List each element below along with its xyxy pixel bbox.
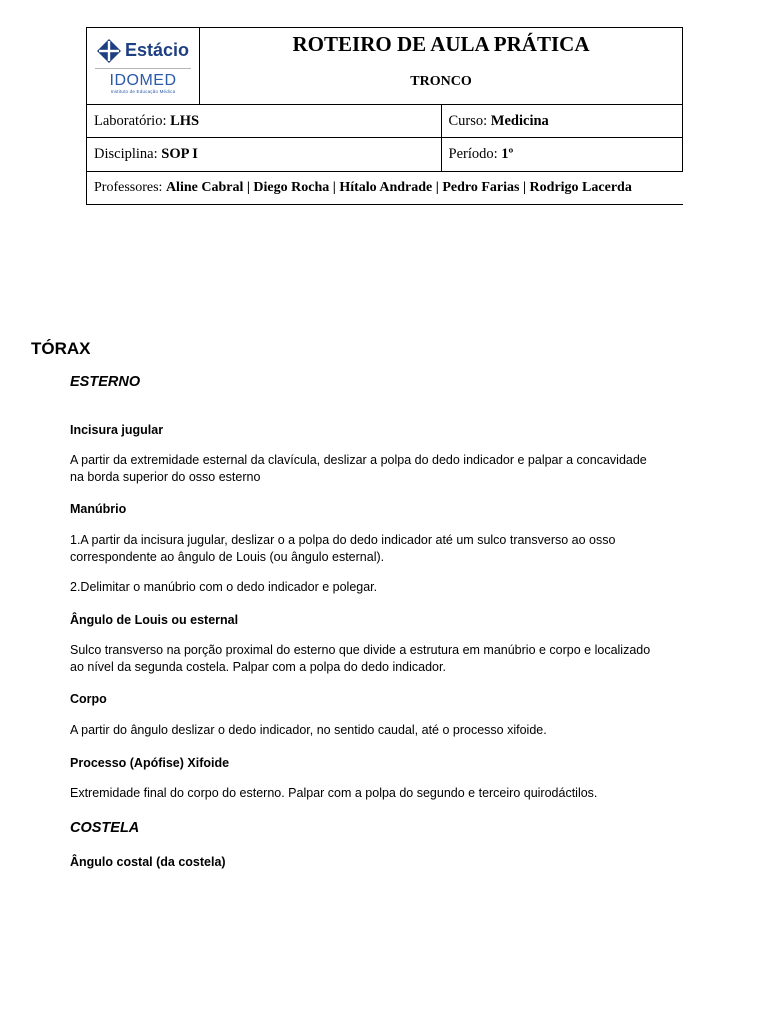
- heading-incisura-jugular: Incisura jugular: [70, 423, 164, 437]
- section-title-torax: TÓRAX: [31, 339, 91, 358]
- subsection-costela: COSTELA: [70, 820, 140, 836]
- text-manubrio-1: 1.A partir da incisura jugular, deslizar o a polpa do dedo indicador até um sulco transverso ao osso correspondente ao ângulo de Louis (ou ângulo esternal).: [70, 533, 616, 564]
- text-corpo: A partir do ângulo deslizar o dedo indicador, no sentido caudal, até o processo xifoide.: [70, 723, 547, 737]
- estacio-logo: [97, 39, 189, 63]
- document-subtitle: TRONCO: [410, 74, 472, 89]
- text-incisura-jugular: A partir da extremidade esternal da clavícula, deslizar a polpa do dedo indicador e palpar a concavidade na borda superior do osso esterno: [70, 453, 647, 484]
- title-cell: [200, 28, 683, 105]
- laboratorio-value: LHS: [170, 112, 200, 129]
- laboratorio-cell: [87, 105, 442, 138]
- laboratorio-label: Laboratório:: [94, 112, 167, 129]
- text-processo-xifoide: Extremidade final do corpo do esterno. Palpar com a polpa do segundo e terceiro quirodáctilos.: [70, 786, 598, 800]
- logo-divider: [95, 68, 191, 69]
- professores-value: Aline Cabral | Diego Rocha | Hítalo Andrade | Pedro Farias | Rodrigo Lacerda: [165, 180, 632, 195]
- document-title: ROTEIRO DE AULA PRÁTICA: [292, 32, 590, 56]
- institution-logo: [87, 28, 199, 104]
- subsection-esterno: ESTERNO: [70, 374, 141, 390]
- heading-corpo: Corpo: [70, 692, 107, 706]
- disciplina-cell: [87, 138, 442, 172]
- curso-value: Medicina: [490, 112, 549, 129]
- periodo-cell: [441, 138, 683, 172]
- professores-label: Professores:: [94, 180, 163, 195]
- header-table: [86, 27, 683, 205]
- text-manubrio-2: 2.Delimitar o manúbrio com o dedo indicador e polegar.: [70, 580, 378, 594]
- heading-manubrio: Manúbrio: [70, 502, 127, 516]
- heading-angulo-louis: Ângulo de Louis ou esternal: [70, 613, 239, 627]
- disciplina-value: SOP I: [161, 146, 198, 162]
- heading-angulo-costal: Ângulo costal (da costela): [70, 855, 226, 869]
- logo-cell: [87, 28, 200, 105]
- periodo-label: Período:: [448, 146, 498, 162]
- estacio-diamond-icon: [97, 39, 121, 63]
- heading-processo-xifoide: Processo (Apófise) Xifoide: [70, 756, 230, 770]
- estacio-wordmark: Estácio: [124, 40, 190, 60]
- text-angulo-louis: Sulco transverso na porção proximal do esterno que divide a estrutura em manúbrio e corpo e localizado ao nível da segunda costela. Palpar com a polpa do dedo indicador.: [70, 643, 651, 674]
- idomed-tagline: Instituto de Educação Médica: [110, 88, 176, 94]
- curso-cell: [441, 105, 683, 138]
- professores-cell: [87, 172, 683, 205]
- periodo-value: 1º: [501, 146, 514, 162]
- idomed-wordmark: IDOMED: [109, 71, 177, 89]
- curso-label: Curso:: [448, 112, 488, 129]
- disciplina-label: Disciplina:: [94, 146, 158, 162]
